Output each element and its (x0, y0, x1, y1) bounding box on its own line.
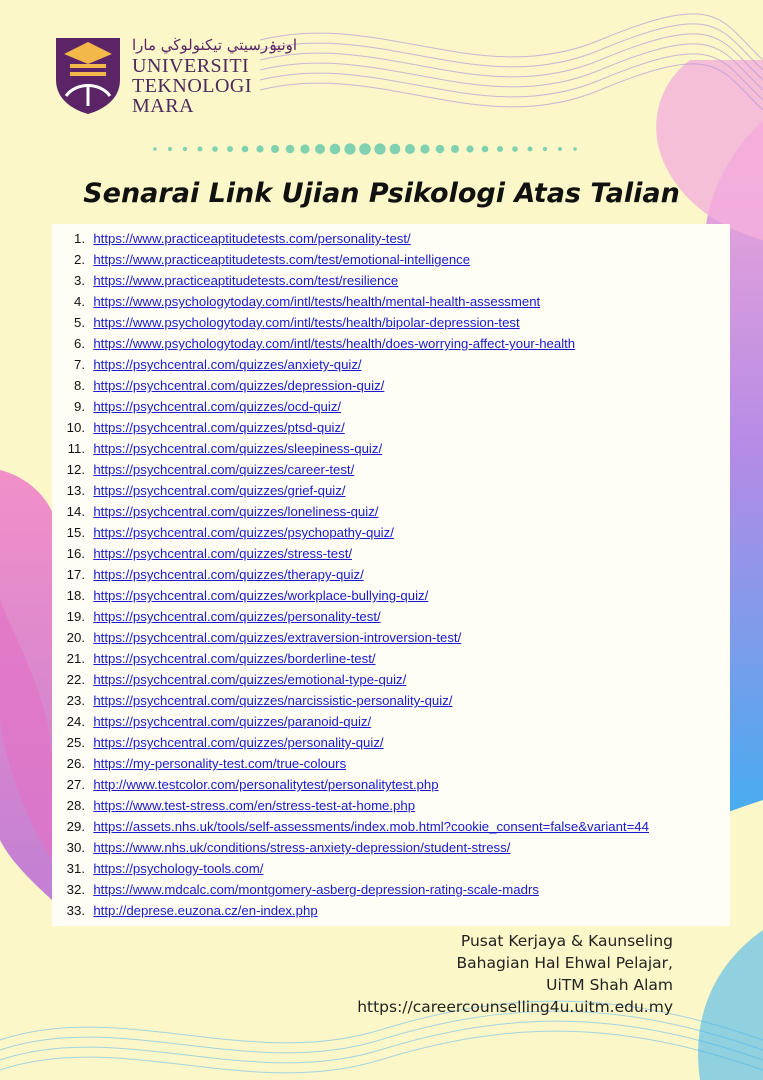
footer-contact (357, 930, 673, 1018)
list-item-number: 33. (66, 903, 85, 918)
list-item (52, 543, 730, 564)
list-item (52, 690, 730, 711)
link-list-panel (52, 224, 730, 926)
footer-line-2: Bahagian Hal Ehwal Pelajar, (456, 954, 673, 972)
footer-website-link[interactable]: https://careercounselling4u.uitm.edu.my (357, 998, 673, 1016)
list-item (52, 879, 730, 900)
list-item-link[interactable]: https://psychcentral.com/quizzes/grief-quiz/ (93, 483, 346, 498)
list-item-number: 4. (74, 294, 85, 309)
list-item-number: 16. (66, 546, 85, 561)
list-item-number: 3. (74, 273, 85, 288)
list-item (52, 228, 730, 249)
list-item-link[interactable]: https://psychcentral.com/quizzes/career-test/ (93, 462, 355, 477)
list-item-link[interactable]: https://www.practiceaptitudetests.com/personality-test/ (93, 231, 411, 246)
list-item (52, 900, 730, 921)
list-item-number: 2. (74, 252, 85, 267)
list-item (52, 606, 730, 627)
list-item (52, 795, 730, 816)
list-item (52, 816, 730, 837)
logo-jawi-text: اونيۏرسيتي تيكنولوڬي مارا (132, 36, 298, 54)
list-item (52, 669, 730, 690)
list-item-number: 15. (66, 525, 85, 540)
list-item-link[interactable]: https://assets.nhs.uk/tools/self-assessments/index.mob.html?cookie_consent=false&variant=44 (93, 819, 649, 834)
list-item (52, 753, 730, 774)
list-item-number: 14. (66, 504, 85, 519)
list-item-number: 21. (66, 651, 85, 666)
list-item-link[interactable]: https://psychcentral.com/quizzes/extraversion-introversion-test/ (93, 630, 462, 645)
list-item-number: 27. (66, 777, 85, 792)
list-item (52, 732, 730, 753)
list-item (52, 459, 730, 480)
list-item (52, 501, 730, 522)
list-item-number: 8. (74, 378, 85, 393)
list-item-link[interactable]: https://psychcentral.com/quizzes/stress-test/ (93, 546, 353, 561)
list-item (52, 480, 730, 501)
list-item-link[interactable]: http://www.testcolor.com/personalitytest/personalitytest.php (93, 777, 439, 792)
list-item-number: 24. (66, 714, 85, 729)
footer-line-1: Pusat Kerjaya & Kaunseling (460, 932, 673, 950)
list-item (52, 564, 730, 585)
list-item (52, 711, 730, 732)
list-item (52, 270, 730, 291)
list-item-link[interactable]: https://psychcentral.com/quizzes/depression-quiz/ (93, 378, 385, 393)
list-item-number: 19. (66, 609, 85, 624)
list-item-link[interactable]: https://psychcentral.com/quizzes/personality-test/ (93, 609, 381, 624)
list-item-link[interactable]: https://www.psychologytoday.com/intl/tests/health/bipolar-depression-test (93, 315, 520, 330)
list-item (52, 585, 730, 606)
list-item-link[interactable]: https://psychcentral.com/quizzes/borderline-test/ (93, 651, 376, 666)
list-item-number: 13. (66, 483, 85, 498)
list-item-number: 9. (74, 399, 85, 414)
list-item-link[interactable]: https://www.psychologytoday.com/intl/tests/health/does-worrying-affect-your-health (93, 336, 576, 351)
list-item-link[interactable]: https://psychcentral.com/quizzes/paranoid-quiz/ (93, 714, 372, 729)
list-item-link[interactable]: https://www.practiceaptitudetests.com/test/emotional-intelligence (93, 252, 471, 267)
page-title: Senarai Link Ujian Psikologi Atas Talian (83, 178, 680, 209)
list-item-link[interactable]: https://www.psychologytoday.com/intl/tests/health/mental-health-assessment (93, 294, 541, 309)
list-item (52, 648, 730, 669)
list-item-link[interactable]: https://www.practiceaptitudetests.com/test/resilience (93, 273, 399, 288)
list-item-number: 7. (74, 357, 85, 372)
list-item (52, 522, 730, 543)
list-item-number: 32. (66, 882, 85, 897)
list-item-link[interactable]: http://deprese.euzona.cz/en-index.php (93, 903, 318, 918)
list-item (52, 858, 730, 879)
university-logo (52, 34, 298, 118)
link-list (52, 224, 730, 921)
list-item-link[interactable]: https://www.test-stress.com/en/stress-test-at-home.php (93, 798, 416, 813)
list-item-number: 22. (66, 672, 85, 687)
list-item (52, 837, 730, 858)
list-item (52, 774, 730, 795)
list-item-link[interactable]: https://psychcentral.com/quizzes/ocd-quiz/ (93, 399, 342, 414)
list-item-link[interactable]: https://psychcentral.com/quizzes/ptsd-quiz/ (93, 420, 345, 435)
logo-line-3: MARA (132, 95, 195, 117)
list-item-link[interactable]: https://psychcentral.com/quizzes/personality-quiz/ (93, 735, 384, 750)
list-item (52, 312, 730, 333)
list-item-number: 12. (66, 462, 85, 477)
list-item-link[interactable]: https://psychology-tools.com/ (93, 861, 264, 876)
list-item-number: 5. (74, 315, 85, 330)
list-item-link[interactable]: https://psychcentral.com/quizzes/workplace-bullying-quiz/ (93, 588, 429, 603)
list-item-link[interactable]: https://psychcentral.com/quizzes/loneliness-quiz/ (93, 504, 379, 519)
list-item-number: 17. (66, 567, 85, 582)
list-item (52, 396, 730, 417)
list-item-number: 10. (66, 420, 85, 435)
list-item-number: 18. (66, 588, 85, 603)
list-item-number: 23. (66, 693, 85, 708)
dotted-divider (150, 142, 580, 156)
list-item-number: 26. (66, 756, 85, 771)
list-item-number: 1. (74, 231, 85, 246)
list-item-number: 31. (66, 861, 85, 876)
list-item (52, 438, 730, 459)
list-item-number: 29. (66, 819, 85, 834)
list-item (52, 249, 730, 270)
list-item (52, 354, 730, 375)
logo-line-2: TEKNOLOGI (132, 75, 253, 97)
list-item-link[interactable]: https://www.nhs.uk/conditions/stress-anxiety-depression/student-stress/ (93, 840, 511, 855)
list-item-link[interactable]: https://psychcentral.com/quizzes/anxiety-quiz/ (93, 357, 362, 372)
list-item (52, 627, 730, 648)
list-item-link[interactable]: https://psychcentral.com/quizzes/therapy-quiz/ (93, 567, 364, 582)
list-item-number: 25. (66, 735, 85, 750)
list-item-number: 30. (66, 840, 85, 855)
list-item-number: 20. (66, 630, 85, 645)
list-item-link[interactable]: https://www.mdcalc.com/montgomery-asberg-depression-rating-scale-madrs (93, 882, 539, 897)
list-item-link[interactable]: https://psychcentral.com/quizzes/emotional-type-quiz/ (93, 672, 407, 687)
list-item-number: 11. (67, 441, 85, 456)
uitm-emblem-icon (52, 34, 124, 116)
list-item (52, 417, 730, 438)
list-item-link[interactable]: https://psychcentral.com/quizzes/narcissistic-personality-quiz/ (93, 693, 453, 708)
list-item-link[interactable]: https://psychcentral.com/quizzes/sleepiness-quiz/ (93, 441, 383, 456)
list-item-number: 28. (66, 798, 85, 813)
list-item (52, 375, 730, 396)
list-item-link[interactable]: https://psychcentral.com/quizzes/psychopathy-quiz/ (93, 525, 394, 540)
list-item-link[interactable]: https://my-personality-test.com/true-colours (93, 756, 347, 771)
list-item (52, 291, 730, 312)
list-item-number: 6. (74, 336, 85, 351)
footer-line-3: UiTM Shah Alam (546, 976, 673, 994)
list-item (52, 333, 730, 354)
logo-line-1: UNIVERSITI (132, 55, 250, 77)
